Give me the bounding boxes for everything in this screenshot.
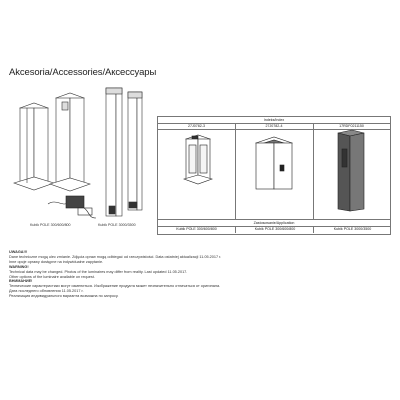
caption-kubik-pole-small: Kubik POLE 300/600/800 [30,223,71,227]
application-cell: Kubik POLE 300/600/800 [176,227,217,231]
note-line: Технические характеристики могут измениться. Изображение продукта может незначительно отличаться от оригинала. [9,284,221,289]
accessories-table [157,116,391,235]
accessory-pillar-illustration [338,130,364,211]
accessory-cage-illustration [184,135,212,184]
note-line: Inne opcje oprawy dostępne na indywidualne zapytanie. [9,259,104,264]
page-title: Akcesoria/Accessories/Аксессуары [9,67,157,78]
note-heading-ru: ВНИМАНИЕ! [9,279,33,284]
code-cell: 27J0782-4 [265,124,283,128]
table-header: Indeks/Index [158,117,390,124]
application-cell: Kubik POLE 300/600/800 [235,226,314,233]
caption-kubik-pole-tall: Kubik POLE 3000/3500 [98,223,136,227]
note-line: Dane techniczne mogą ulec zmianie. Zdjęcia opraw mogą odbiegać od rzeczywistości. Data ostatniej aktualizacji 11.05.2017 r. [9,254,222,259]
kubik-pole-medium-illustration [50,93,90,191]
connector-box-illustration [48,196,96,218]
note-heading-en: WARNING! [9,264,29,269]
accessory-cube-illustration [256,137,292,189]
application-row [158,226,390,233]
application-header: Zastosowanie/Application [158,219,390,227]
application-cell: Kubik POLE 3000/3500 [313,226,391,233]
kubik-pole-tall-illustration [106,88,142,216]
code-cell: 17RDF0211150 [339,124,364,128]
kubik-pole-small-illustration [14,103,54,190]
note-heading-pl: UWAGA!!! [9,250,28,254]
note-line: Other options of the luminaire available on request. [9,274,95,279]
note-line: Дата последнего обновления 11.05.2017 г. [9,289,84,294]
notes-section [9,250,309,299]
product-illustrations [6,80,154,230]
accessory-images [158,129,390,219]
note-line: Technical data may be changed. Photos of the luminaires may differ from reality. Last updated 11.05.2017. [9,269,188,274]
code-cell: 27J0782-3 [188,124,205,128]
note-line: Реализация индивидуального варианта возможна по запросу. [9,294,119,299]
